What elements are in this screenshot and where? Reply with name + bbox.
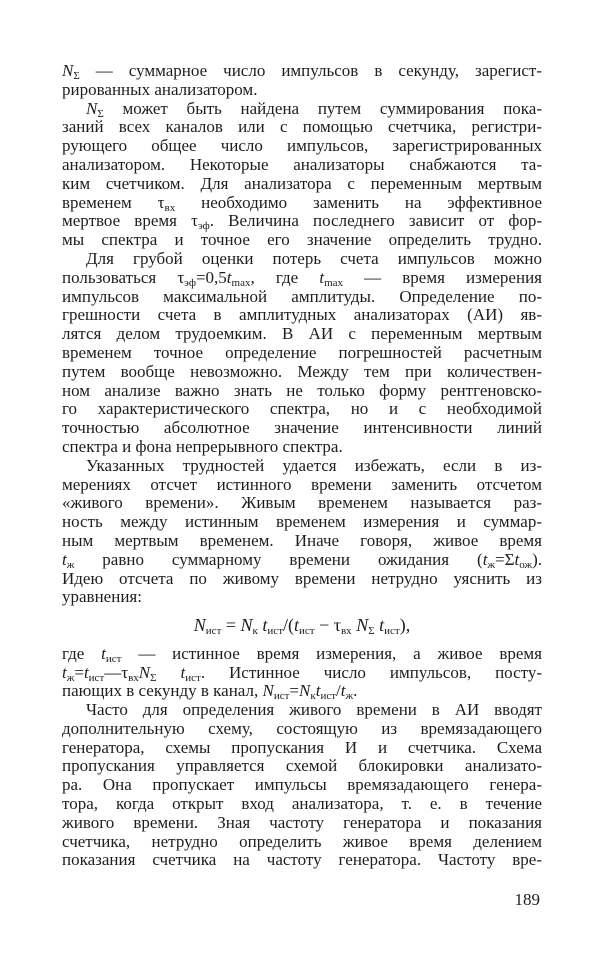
text-line bbox=[62, 212, 542, 231]
math-symbol: $N_к$ bbox=[240, 615, 258, 638]
text-run: мертвое время bbox=[62, 211, 192, 231]
math-symbol: $N_к$ bbox=[299, 681, 316, 703]
text-line bbox=[62, 62, 542, 81]
text-line bbox=[62, 776, 542, 795]
text-run: /( bbox=[283, 615, 294, 636]
text-line bbox=[62, 476, 542, 495]
math-symbol: $t_ж$ bbox=[62, 662, 75, 684]
text-run: Часто для определения живого времени в АИ вводят bbox=[86, 700, 542, 720]
math-symbol: $\tau_{эф}$ bbox=[191, 211, 210, 233]
text-run: генератора, схемы пропускания И и счетчика. Схема bbox=[62, 737, 542, 757]
text-run: пропускания управляется схемой блокировки анализато- bbox=[62, 756, 542, 776]
text-run: . Истинное число импульсов, посту- bbox=[200, 662, 543, 682]
text-run: тора, когда открыт вход анализатора, т. е. в течение bbox=[62, 794, 542, 814]
text-run: путем вообще невозможно. Между тем при количествен- bbox=[62, 361, 542, 381]
text-line bbox=[62, 513, 542, 532]
text-run: ным мертвым временем. Иначе говоря, живое время bbox=[62, 530, 542, 550]
text-line bbox=[62, 231, 542, 250]
text-run: − bbox=[314, 615, 334, 636]
text-line bbox=[62, 175, 542, 194]
text-run: счетчика, нетрудно определить живое время делением bbox=[62, 831, 542, 851]
text-run: временем bbox=[62, 192, 158, 212]
text-run: импульсов максимальной амплитуды. Определение по- bbox=[62, 286, 542, 306]
text-run: = bbox=[74, 662, 84, 682]
math-symbol: $N_{ист}$ bbox=[193, 615, 222, 638]
text-run: =Σ bbox=[495, 549, 515, 569]
text-line bbox=[62, 814, 542, 833]
math-symbol: $\tau_{эф}$ bbox=[177, 267, 196, 289]
text-run: ность между истинным временем измерения и суммар- bbox=[62, 512, 542, 532]
text-run: — bbox=[104, 662, 122, 682]
text-run: необходимо заменить на эффективное bbox=[175, 192, 542, 212]
math-symbol: $N_\Sigma$ bbox=[62, 61, 80, 82]
text-run: показания счетчика на частоту генератора. Частоту вре- bbox=[62, 850, 542, 870]
math-symbol: $\tau_{вх}$ bbox=[333, 615, 352, 638]
text-run: — время измерения bbox=[343, 267, 542, 287]
text-line bbox=[62, 739, 542, 758]
text-run: может быть найдена путем суммирования пока- bbox=[103, 98, 542, 118]
text-run: «живого времени». Живым временем называется раз- bbox=[62, 493, 542, 513]
math-symbol: $t_ж$ bbox=[482, 549, 496, 571]
math-symbol: $N_{ист}$ bbox=[262, 681, 290, 703]
text-run: пающих в секунду в канал, bbox=[62, 681, 263, 701]
math-symbol: $\tau_{вх}$ bbox=[121, 662, 139, 684]
math-symbol: $t_ж$ bbox=[62, 549, 75, 571]
text-line bbox=[62, 701, 542, 720]
text-line bbox=[62, 100, 542, 119]
text-line bbox=[62, 269, 542, 288]
math-symbol: $N_\Sigma$ bbox=[138, 662, 157, 684]
text-line bbox=[62, 306, 542, 325]
text-line bbox=[62, 588, 542, 607]
text-run: ном анализе важно знать не только форму рентгеновско- bbox=[62, 380, 542, 400]
text-run: ким счетчиком. Для анализатора с переменным мертвым bbox=[62, 173, 542, 193]
math-symbol: $t_{ист}$ bbox=[294, 615, 315, 638]
text-run: пользоваться bbox=[62, 267, 178, 287]
text-line bbox=[62, 400, 542, 419]
text-line bbox=[62, 645, 542, 664]
text-line bbox=[62, 833, 542, 852]
text-run: анализатором. Некоторые анализаторы снабжаются та- bbox=[62, 154, 542, 174]
text-run: спектра и фона непрерывного спектра. bbox=[62, 436, 343, 456]
text-line bbox=[62, 382, 542, 401]
text-run: ). bbox=[532, 549, 542, 569]
text-run: рированных анализатором. bbox=[62, 79, 258, 99]
text-line bbox=[62, 288, 542, 307]
text-line bbox=[62, 118, 542, 137]
text-run: живого времени. Зная частоту генератора и показания bbox=[62, 812, 542, 832]
text-line bbox=[62, 682, 542, 701]
text-run: = bbox=[221, 615, 241, 636]
math-symbol: $t_{max}$ bbox=[319, 267, 344, 289]
text-run: Указанных трудностей удается избежать, если в из- bbox=[86, 455, 542, 475]
text-line bbox=[62, 664, 542, 683]
text-line bbox=[62, 720, 542, 739]
math-symbol: $N_\Sigma$ bbox=[86, 98, 104, 120]
text-run bbox=[157, 663, 181, 682]
math-symbol: $t_{ист}$ bbox=[101, 643, 122, 665]
text-run: = bbox=[289, 681, 299, 701]
text-run: =0,5 bbox=[195, 267, 227, 287]
text-run: ра. Она пропускает импульсы времязадающего генера- bbox=[62, 775, 542, 795]
equation bbox=[62, 607, 542, 645]
page-number: 189 bbox=[514, 890, 540, 909]
text-run: . Величина последнего зависит от фор- bbox=[209, 211, 542, 231]
text-run: го характеристического спектра, но и с необходимой bbox=[62, 399, 542, 419]
text-line bbox=[62, 250, 542, 269]
text-run: рующего общее число импульсов, зарегистрированных bbox=[62, 136, 542, 156]
text-line bbox=[62, 457, 542, 476]
text-run: где bbox=[62, 643, 102, 663]
math-symbol: $t_{ож}$ bbox=[514, 549, 533, 571]
math-symbol: $t_ж$ bbox=[340, 681, 354, 703]
text-run: Для грубой оценки потерь счета импульсов можно bbox=[86, 248, 542, 268]
text-line bbox=[62, 494, 542, 513]
text-run: заний всех каналов или с помощью счетчика, регистри- bbox=[62, 117, 542, 137]
text-line bbox=[62, 419, 542, 438]
text-line bbox=[62, 570, 542, 589]
math-symbol: $t_{ист}$ bbox=[180, 662, 201, 684]
text-run: , где bbox=[250, 267, 320, 287]
text-run: лятся делом трудоемким. В АИ с переменным мертвым bbox=[62, 324, 542, 344]
text-run: — суммарное число импульсов в секунду, зарегист- bbox=[79, 61, 542, 80]
text-run: временем точное определение погрешностей расчетным bbox=[62, 342, 542, 362]
text-line bbox=[62, 81, 542, 100]
math-symbol: $N_\Sigma$ bbox=[356, 615, 375, 638]
text-run: ), bbox=[399, 615, 411, 636]
text-run: точностью абсолютное значение интенсивности линий bbox=[62, 418, 542, 438]
text-run: мы спектра и точное его значение определить трудно. bbox=[62, 230, 542, 250]
page-body-text bbox=[62, 62, 542, 870]
math-symbol: $t_{ист}$ bbox=[83, 662, 105, 684]
text-line bbox=[62, 137, 542, 156]
math-symbol: $t_{ист}$ bbox=[262, 615, 283, 638]
text-line bbox=[62, 194, 542, 213]
text-line bbox=[62, 851, 542, 870]
text-run: . bbox=[353, 681, 358, 701]
text-line bbox=[62, 551, 542, 570]
text-line bbox=[62, 438, 542, 457]
text-line bbox=[62, 344, 542, 363]
text-line bbox=[62, 532, 542, 551]
text-line bbox=[62, 795, 542, 814]
text-line bbox=[62, 325, 542, 344]
text-run: / bbox=[336, 681, 341, 701]
math-symbol: $t_{ист}$ bbox=[379, 615, 400, 638]
text-run: мерениях отсчет истинного времени заменить отсчетом bbox=[62, 474, 542, 494]
text-run: — истинное время измерения, а живое время bbox=[121, 643, 543, 663]
text-run: дополнительную схему, состоящую из времязадающего bbox=[62, 718, 542, 738]
math-symbol: $t_{ист}$ bbox=[315, 681, 337, 703]
text-line bbox=[62, 757, 542, 776]
math-symbol: $t_{max}$ bbox=[226, 267, 251, 289]
text-run: равно суммарному времени ожидания ( bbox=[74, 549, 483, 569]
text-run: Идею отсчета по живому времени нетрудно уяснить из bbox=[62, 568, 542, 588]
text-run: грешности счета в амплитудных анализаторах (АИ) яв- bbox=[62, 305, 542, 325]
math-symbol: $\tau_{вх}$ bbox=[157, 192, 176, 214]
text-run: уравнения: bbox=[62, 587, 142, 607]
text-line bbox=[62, 156, 542, 175]
text-line bbox=[62, 363, 542, 382]
